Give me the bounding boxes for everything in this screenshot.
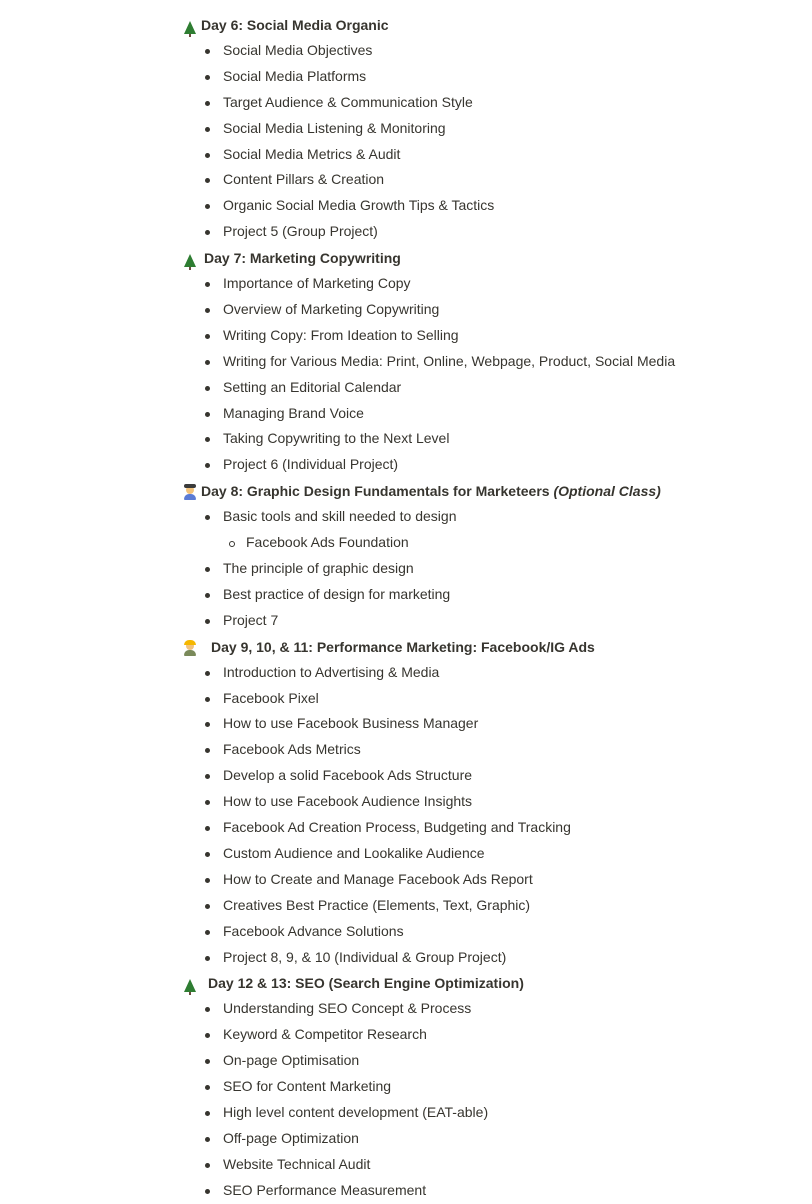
bullet-icon xyxy=(205,1007,210,1012)
list-item: Taking Copywriting to the Next Level xyxy=(0,426,812,452)
list-item: Best practice of design for marketing xyxy=(0,582,812,608)
bullet-icon xyxy=(205,697,210,702)
list-item: Setting an Editorial Calendar xyxy=(0,375,812,401)
bullet-icon xyxy=(205,515,210,520)
section-list-day-12-13 xyxy=(0,996,812,1203)
bullet-icon xyxy=(205,671,210,676)
bullet-icon xyxy=(205,852,210,857)
section-title: Day 12 & 13: SEO (Search Engine Optimization) xyxy=(208,975,524,992)
list-item: Target Audience & Communication Style xyxy=(0,90,812,116)
bullet-icon xyxy=(205,826,210,831)
list-item: How to use Facebook Business Manager xyxy=(0,711,812,737)
list-item: Managing Brand Voice xyxy=(0,401,812,427)
bullet-icon xyxy=(205,593,210,598)
evergreen-tree-icon xyxy=(181,245,199,271)
list-item: Writing Copy: From Ideation to Selling xyxy=(0,323,812,349)
bullet-icon xyxy=(205,619,210,624)
list-item: How to Create and Manage Facebook Ads Report xyxy=(0,867,812,893)
hollow-bullet-icon xyxy=(229,541,235,547)
list-item: Understanding SEO Concept & Process xyxy=(0,996,812,1022)
section-list-day-6 xyxy=(0,38,812,245)
bullet-icon xyxy=(205,101,210,106)
bullet-icon xyxy=(205,1085,210,1090)
section-title: Day 6: Social Media Organic xyxy=(201,17,389,33)
optional-class-note: (Optional Class) xyxy=(553,483,661,500)
list-item: The principle of graphic design xyxy=(0,556,812,582)
list-item: Facebook Pixel xyxy=(0,686,812,712)
bullet-icon xyxy=(205,748,210,753)
list-item: Facebook Ad Creation Process, Budgeting and Tracking xyxy=(0,815,812,841)
bullet-icon xyxy=(205,204,210,209)
bullet-icon xyxy=(205,956,210,961)
section-heading-day-8 xyxy=(0,478,812,504)
bullet-icon xyxy=(205,463,210,468)
list-item-nested: Facebook Ads Foundation xyxy=(0,530,812,556)
list-item: Project 6 (Individual Project) xyxy=(0,452,812,478)
list-item: Importance of Marketing Copy xyxy=(0,271,812,297)
bullet-icon xyxy=(205,360,210,365)
list-item: Off-page Optimization xyxy=(0,1126,812,1152)
bullet-icon xyxy=(205,153,210,158)
list-item: How to use Facebook Audience Insights xyxy=(0,789,812,815)
list-item: Writing for Various Media: Print, Online, Webpage, Product, Social Media xyxy=(0,349,812,375)
list-item: Develop a solid Facebook Ads Structure xyxy=(0,763,812,789)
bullet-icon xyxy=(205,878,210,883)
list-item: Social Media Platforms xyxy=(0,64,812,90)
list-item: Website Technical Audit xyxy=(0,1152,812,1178)
evergreen-tree-icon xyxy=(181,12,199,38)
list-item: Project 7 xyxy=(0,608,812,634)
section-list-day-7 xyxy=(0,271,812,478)
bullet-icon xyxy=(205,308,210,313)
bullet-icon xyxy=(205,1059,210,1064)
construction-worker-icon xyxy=(181,634,199,660)
section-list-day-9-11 xyxy=(0,660,812,971)
list-item: Social Media Objectives xyxy=(0,38,812,64)
evergreen-tree-icon xyxy=(181,970,199,996)
bullet-icon xyxy=(205,722,210,727)
list-item: Keyword & Competitor Research xyxy=(0,1022,812,1048)
list-item: High level content development (EAT-able) xyxy=(0,1100,812,1126)
list-item: SEO for Content Marketing xyxy=(0,1074,812,1100)
list-item: Social Media Metrics & Audit xyxy=(0,142,812,168)
bullet-icon xyxy=(205,412,210,417)
list-item: On-page Optimisation xyxy=(0,1048,812,1074)
bullet-icon xyxy=(205,904,210,909)
list-item: Facebook Advance Solutions xyxy=(0,919,812,945)
bullet-icon xyxy=(205,1189,210,1194)
bullet-icon xyxy=(205,800,210,805)
bullet-icon xyxy=(205,178,210,183)
section-heading-day-9-11 xyxy=(0,634,812,660)
bullet-icon xyxy=(205,386,210,391)
bullet-icon xyxy=(205,49,210,54)
list-item: Content Pillars & Creation xyxy=(0,167,812,193)
bullet-icon xyxy=(205,75,210,80)
bullet-icon xyxy=(205,567,210,572)
section-heading-day-7 xyxy=(0,245,812,271)
bullet-icon xyxy=(205,127,210,132)
list-item: SEO Performance Measurement xyxy=(0,1178,812,1204)
list-item: Project 5 (Group Project) xyxy=(0,219,812,245)
list-item: Project 8, 9, & 10 (Individual & Group Project) xyxy=(0,945,812,971)
bullet-icon xyxy=(205,334,210,339)
bullet-icon xyxy=(205,230,210,235)
section-heading-day-12-13 xyxy=(0,970,812,996)
section-list-day-8 xyxy=(0,504,812,633)
list-item: Introduction to Advertising & Media xyxy=(0,660,812,686)
bullet-icon xyxy=(205,437,210,442)
bullet-icon xyxy=(205,1137,210,1142)
section-title-text: Day 8: Graphic Design Fundamentals for Marketeers xyxy=(201,483,550,500)
section-title: Day 7: Marketing Copywriting xyxy=(204,250,401,267)
bullet-icon xyxy=(205,774,210,779)
section-heading-day-6 xyxy=(0,12,812,38)
list-item: Social Media Listening & Monitoring xyxy=(0,116,812,142)
student-icon xyxy=(181,478,199,504)
bullet-icon xyxy=(205,930,210,935)
list-item: Facebook Ads Metrics xyxy=(0,737,812,763)
list-item: Basic tools and skill needed to design xyxy=(0,504,812,530)
bullet-icon xyxy=(205,1111,210,1116)
section-title xyxy=(201,478,661,504)
bullet-icon xyxy=(205,282,210,287)
section-title: Day 9, 10, & 11: Performance Marketing: Facebook/IG Ads xyxy=(211,638,595,655)
bullet-icon xyxy=(205,1163,210,1168)
bullet-icon xyxy=(205,1033,210,1038)
list-item: Organic Social Media Growth Tips & Tactics xyxy=(0,193,812,219)
list-item: Creatives Best Practice (Elements, Text, Graphic) xyxy=(0,893,812,919)
list-item: Custom Audience and Lookalike Audience xyxy=(0,841,812,867)
document-body xyxy=(0,12,812,1204)
list-item: Overview of Marketing Copywriting xyxy=(0,297,812,323)
